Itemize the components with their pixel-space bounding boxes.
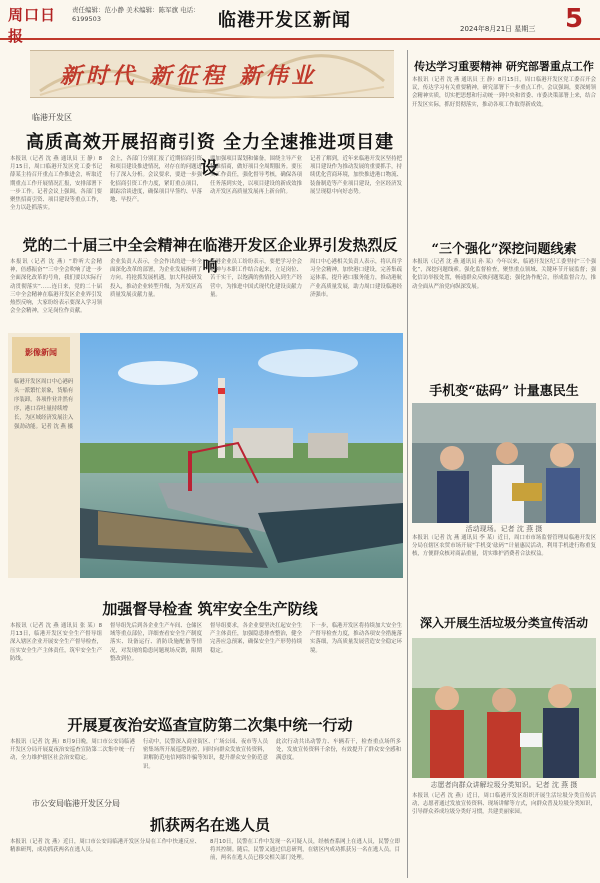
right-body-2: 本报讯（记者 沈 燕 通讯员 孙 某）今年以来，临港开发区纪工委坚持“三个强化”，深挖问题线索。强化监督检查，聚焦重点领域、关键环节开展监督；强化信访举报处置，畅通群众反映问题渠道；强化协作配合，形成监督合力，推动全面从严治党向纵深发展。 bbox=[412, 259, 596, 290]
article4-body-col2: 行动中，民警深入商业街区、广场公园、夜市等人员密集场所开展巡逻防控，同时向群众发放宣传资料，讲解防范电信网络诈骗等知识，提升群众安全防范意识。 bbox=[143, 739, 268, 770]
masthead bbox=[0, 0, 600, 45]
article3-body-col2: 督导组先后到各企业生产车间、仓储区域等重点部位，详细查看安全生产制度落实、设备运行、消防设施配备等情况，对发现的隐患问题现场反馈，限期整改到位。 bbox=[110, 623, 202, 662]
slogan-text: 新时代 新征程 新伟业 bbox=[60, 63, 318, 89]
photo-news-tag: 影像新闻 bbox=[12, 337, 70, 373]
right-headline-1: 传达学习重要精神 研究部署重点工作 bbox=[414, 60, 594, 73]
article3-body-col3: 督导组要求，各企业要坚决扛起安全生产主体责任，加强隐患排查整治，健全完善应急预案，确保安全生产形势持续稳定。 bbox=[210, 623, 302, 654]
lead-body-col4: 记者了解到，近年来临港开发区坚持把项目建设作为推动发展的重要抓手，持续优化营商环境，加快推进港口物流、装备制造等产业项目建设，全区经济发展呈现稳中向好态势。 bbox=[310, 156, 402, 195]
market-photo bbox=[412, 403, 596, 523]
right-headline-2: “三个强化”深挖问题线索 bbox=[431, 242, 577, 257]
article2-body-col3: 临港企业员工纷纷表示，要把学习全会精神与本职工作结合起来，立足岗位、苦干实干，以饱满的热情投入到生产经营中，为推进中国式现代化建设贡献力量。 bbox=[210, 259, 302, 298]
slogan-banner bbox=[30, 50, 394, 98]
article5-body-col2: 8月10日，民警在工作中发现一名可疑人员，经核查系网上在逃人员，民警立即将其控制。随后，民警又通过信息研判，在辖区内成功抓获另一名在逃人员。目前，两名在逃人员已移交相关部门处理。 bbox=[210, 839, 400, 862]
right-body-1: 本报讯（记者 沈 燕 通讯员 王 静）8月15日，周口临港开发区党工委召开会议，传达学习有关重要精神，研究部署下一步重点工作。会议强调，要深刻领会精神实质，切实把思想和行动统一到中央和省委、市委决策部署上来，结合开发区实际，抓好贯彻落实，推动各项工作取得新成效。 bbox=[412, 77, 596, 108]
lead-body-col2: 会上，各部门分别汇报了近期招商引资和项目建设推进情况，对存在的问题进行了深入分析。会议要求，要进一步强化招商引资工作力度，紧盯重点项目，跟踪洽谈进度，确保项目早签约、早落地、早投产。 bbox=[110, 156, 202, 204]
article2-body-col1: 本报讯（记者 沈 燕）“聆听大会精神，倍感振奋”“三中全会吹响了进一步全面深化改革的号角，我们要以实际行动贯彻落实”……连日来，党的二十届三中全会精神在临港开发区企业界引发热烈反响，大家纷纷表示要深入学习领会全会精神，立足岗位作贡献。 bbox=[10, 259, 102, 315]
newspaper-logo: 周口日报 bbox=[8, 6, 57, 45]
lead-headline: 高质高效开展招商引资 全力全速推进项目建设 bbox=[25, 132, 395, 179]
right-body-4: 本报讯（记者 沈 燕）近日，周口临港开发区组织开展生活垃圾分类宣传活动，志愿者通过发放宣传资料、现场讲解等方式，向群众普及垃圾分类知识，引导群众养成垃圾分类好习惯，共建美丽家园。 bbox=[412, 793, 596, 816]
lead-kicker: 临港开发区 bbox=[32, 113, 72, 122]
photo2-caption: 志愿者向群众讲解垃圾分类知识。记者 沈 燕 摄 bbox=[430, 781, 578, 789]
article2-body-col4: 周口中心港相关负责人表示，将认真学习全会精神，加快港口建设，完善集疏运体系，提升港口服务能力，推动港航产业高质量发展，助力周口建设临港经济强市。 bbox=[310, 259, 402, 298]
page-number: 5 bbox=[564, 4, 584, 34]
section-title: 临港开发区新闻 bbox=[218, 10, 351, 31]
garbage-sorting-photo bbox=[412, 638, 596, 778]
article2-body-col2: 企业负责人表示，全会作出的进一步全面深化改革的部署，为企业发展指明了方向。将抢抓发展机遇，加大科技研发投入，推动企业转型升级，为开发区高质量发展贡献力量。 bbox=[110, 259, 202, 298]
lead-body-col3: 要加强项目谋划和储备，围绕主导产业精准招商，做好项目全周期服务。要压实工作责任，强化督导考核，确保各项任务落到实处，以项目建设的新成效推动开发区高质量发展再上新台阶。 bbox=[210, 156, 302, 195]
editor-credits: 责任编辑：范小静 美术编辑：陈军旗 电话：6199503 bbox=[72, 6, 200, 23]
right-headline-3: 手机变“砝码” 计量惠民生 bbox=[429, 384, 579, 399]
column-divider bbox=[407, 50, 408, 878]
article5-headline: 抓获两名在逃人员 bbox=[149, 816, 270, 834]
lead-body-col1: 本报讯（记者 沈 燕 通讯员 王 静）8月15日，周口临港开发区党工委书记薛某主持召开重点工作推进会，听取近期重点工作开展情况汇报，安排部署下一步工作。记者会议上强调，各部门要聚焦招商引资、项目建设等重点工作，全力以赴抓落实。 bbox=[10, 156, 102, 212]
article4-body-col3: 此次行动共出动警力、车辆若干，检查重点场所多处，发放宣传资料千余份，有效提升了群众安全感和满意度。 bbox=[276, 739, 401, 762]
article3-headline: 加强督导检查 筑牢安全生产防线 bbox=[102, 600, 318, 618]
photo1-caption: 活动现场。记者 沈 燕 摄 bbox=[465, 525, 543, 533]
article5-body-col1: 本报讯（记者 沈 燕）近日，周口市公安局临港开发区分局在工作中快速反应、精准研判，成功抓获两名在逃人员。 bbox=[10, 839, 200, 854]
right-body-3: 本报讯（记者 沈 燕 通讯员 李 某）近日，周口市市场监督管理局临港开发区分局在辖区农贸市场开展“手机变‘砝码’”计量惠民活动，利用手机进行称重复核，方便群众核对商品重量，切实维护消费者合法权益。 bbox=[412, 535, 596, 558]
photo-caption: 临港开发区周口中心港码头一派繁忙景象，货船有序装卸，各项作业井然有序，港口吞吐量持续增长，为区域经济发展注入强劲动能。记者 沈 燕 摄 bbox=[14, 379, 74, 430]
issue-date: 2024年8月21日 星期三 bbox=[460, 25, 536, 33]
article3-body-col1: 本报讯（记者 沈 燕 通讯员 张 某）8月13日，临港开发区安全生产督导组深入辖区企业开展安全生产督导检查，压实安全生产主体责任，筑牢安全生产防线。 bbox=[10, 623, 102, 662]
article2-headline: 党的二十届三中全会精神在临港开发区企业界引发热烈反响 bbox=[22, 236, 398, 275]
right-headline-4: 深入开展生活垃圾分类宣传活动 bbox=[419, 616, 588, 630]
article4-body-col1: 本报讯（记者 沈 燕）8月9日晚，周口市公安局临港开发区分局开展夏夜治安巡查宣防第二次集中统一行动，全力维护辖区社会治安稳定。 bbox=[10, 739, 135, 762]
article4-headline: 开展夏夜治安巡查宣防第二次集中统一行动 bbox=[67, 716, 353, 734]
article3-body-col4: 下一步，临港开发区将持续加大安全生产督导检查力度，推动各项安全措施落实落细，为高质量发展营造安全稳定环境。 bbox=[310, 623, 402, 654]
article5-kicker: 市公安局临港开发区分局 bbox=[32, 799, 120, 808]
